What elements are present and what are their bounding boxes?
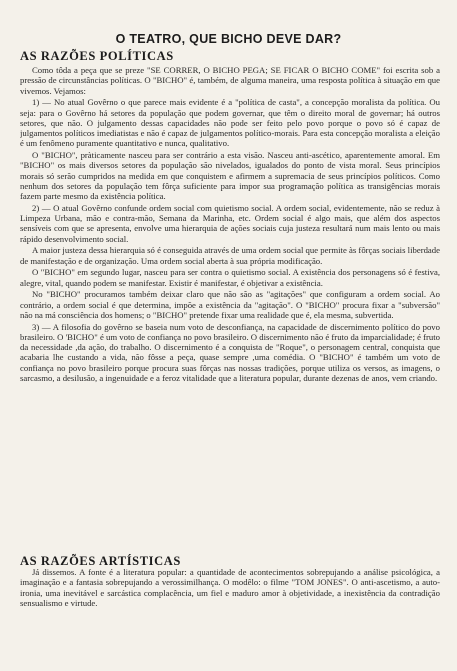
paragraph: 3) — A filosofia do govêrno se baseia num voto de desconfiança, na capacidade de discernimento político do povo brasileiro. O 'BICHO" é um voto de confiança no povo brasileiro. O discernimento não é fruto da imparcialidade; é fruto da necessidade ,da ação, do trabalho. O discernimento é a conquista de "Roque", o personagem central, conquista que acabaria lhe custando a vida, não fôsse a peça, quase sempre ,uma comédia. O "BICHO" é também um voto de confiança no povo brasileiro porque procura suas fôrças nas nossas tradições, porque utiliza os versos, as imagens, o sarcasmo, a desilusão, a ingenuidade e a feroz vitalidade que a literatura popular, durante dezenas de anos, vem criando. <box>20 321 440 383</box>
paragraph: 1) — No atual Govêrno o que parece mais evidente é a "política de casta", a concepção moralista da política. Ou seja: para o Govêrno há setores da população que podem governar, que têm o direito moral de governar; há outros setores, que não. O julgamento dessas capacidades não pode ser feito pelo povo porque o povo só é capaz de julgamentos políticos imediatistas e não é capaz de julgamentos político-morais. Para esta concepção moralista a eleição é um fenômeno puramente quantitativo e nunca, qualitativo. <box>20 97 440 149</box>
paragraph: O "BICHO", pràticamente nasceu para ser contrário a esta visão. Nasceu anti-ascético, aparentemente amoral. Em "BICHO" os mais diversos setores da população são nivelados, igualados do ponto de vista moral. Seus princípios morais só serão cumpridos na medida em que conquistem e afirmem a supremacia de seus princípios políticos. Como nenhum dos setores da população tem fôrça suficiente para impor sua programação política as transigências morais fazem parte mesmo da existência política. <box>20 150 440 201</box>
section-heading-artistic-reasons: AS RAZÕES ARTÍSTICAS <box>20 554 181 568</box>
paragraph: No "BICHO" procuramos também deixar claro que não são as "agitações" que configuram a ordem social. Ao contrário, a ordem social é que determina, impõe a existência da "agitação". O "BICHO" procura fixar a "subversão" não na má consciência dos homens; o "BICHO" pretende fixar uma realidade que é, ela mesma, subvertida. <box>20 289 440 320</box>
paragraph: Já dissemos. A fonte é a literatura popular: a quantidade de acontecimentos sobrepujando a análise psicológica, a imaginação e a fantasia sobrepujando a verossimilhança. O modêlo: o filme "TOM JONES". O anti-ascetismo, a auto-ironia, uma inevitável e sarcástica complacência, um fiel e maduro amor à objetividade, a inexistência da contradição sensualismo e virtude. <box>20 567 440 608</box>
section-body-political-reasons <box>20 65 440 550</box>
paragraph: A maior justeza dessa hierarquia só é conseguida através de uma ordem social que permite às fôrças sociais liberdade de manifestação e de organização. Uma ordem social aberta à sua própria modificação. <box>20 245 440 266</box>
paragraph: Como tôda a peça que se preze "SE CORRER, O BICHO PEGA; SE FICAR O BICHO COME" foi escrita sob a pressão de circunstâncias políticas. O "BICHO" é, também, de alguma maneira, uma resposta política à situação em que vivemos. Vejamos: <box>20 65 440 96</box>
paragraph: 2) — O atual Govêrno confunde ordem social com quietismo social. A ordem social, evidentemente, não se reduz à Limpeza Urbana, mão e contra-mão, Semana da Marinha, etc. Ordem social é algo mais, que além dos aspectos sensíveis com que se apresenta, envolve uma hierarquia de ações sociais cuja justeza resultará num mais lento ou mais rápido desenvolvimento social. <box>20 202 440 244</box>
section-heading-political-reasons: AS RAZÕES POLÍTICAS <box>20 49 174 63</box>
paragraph: O "BICHO" em segundo lugar, nasceu para ser contra o quietismo social. A existência dos personagens só é festiva, alegre, vital, quando podem se manifestar. Existir é manifestar, é objetivar a existência. <box>20 267 440 288</box>
document-title: O TEATRO, QUE BICHO DEVE DAR? <box>115 32 342 46</box>
section-body-artistic-reasons <box>20 567 440 663</box>
